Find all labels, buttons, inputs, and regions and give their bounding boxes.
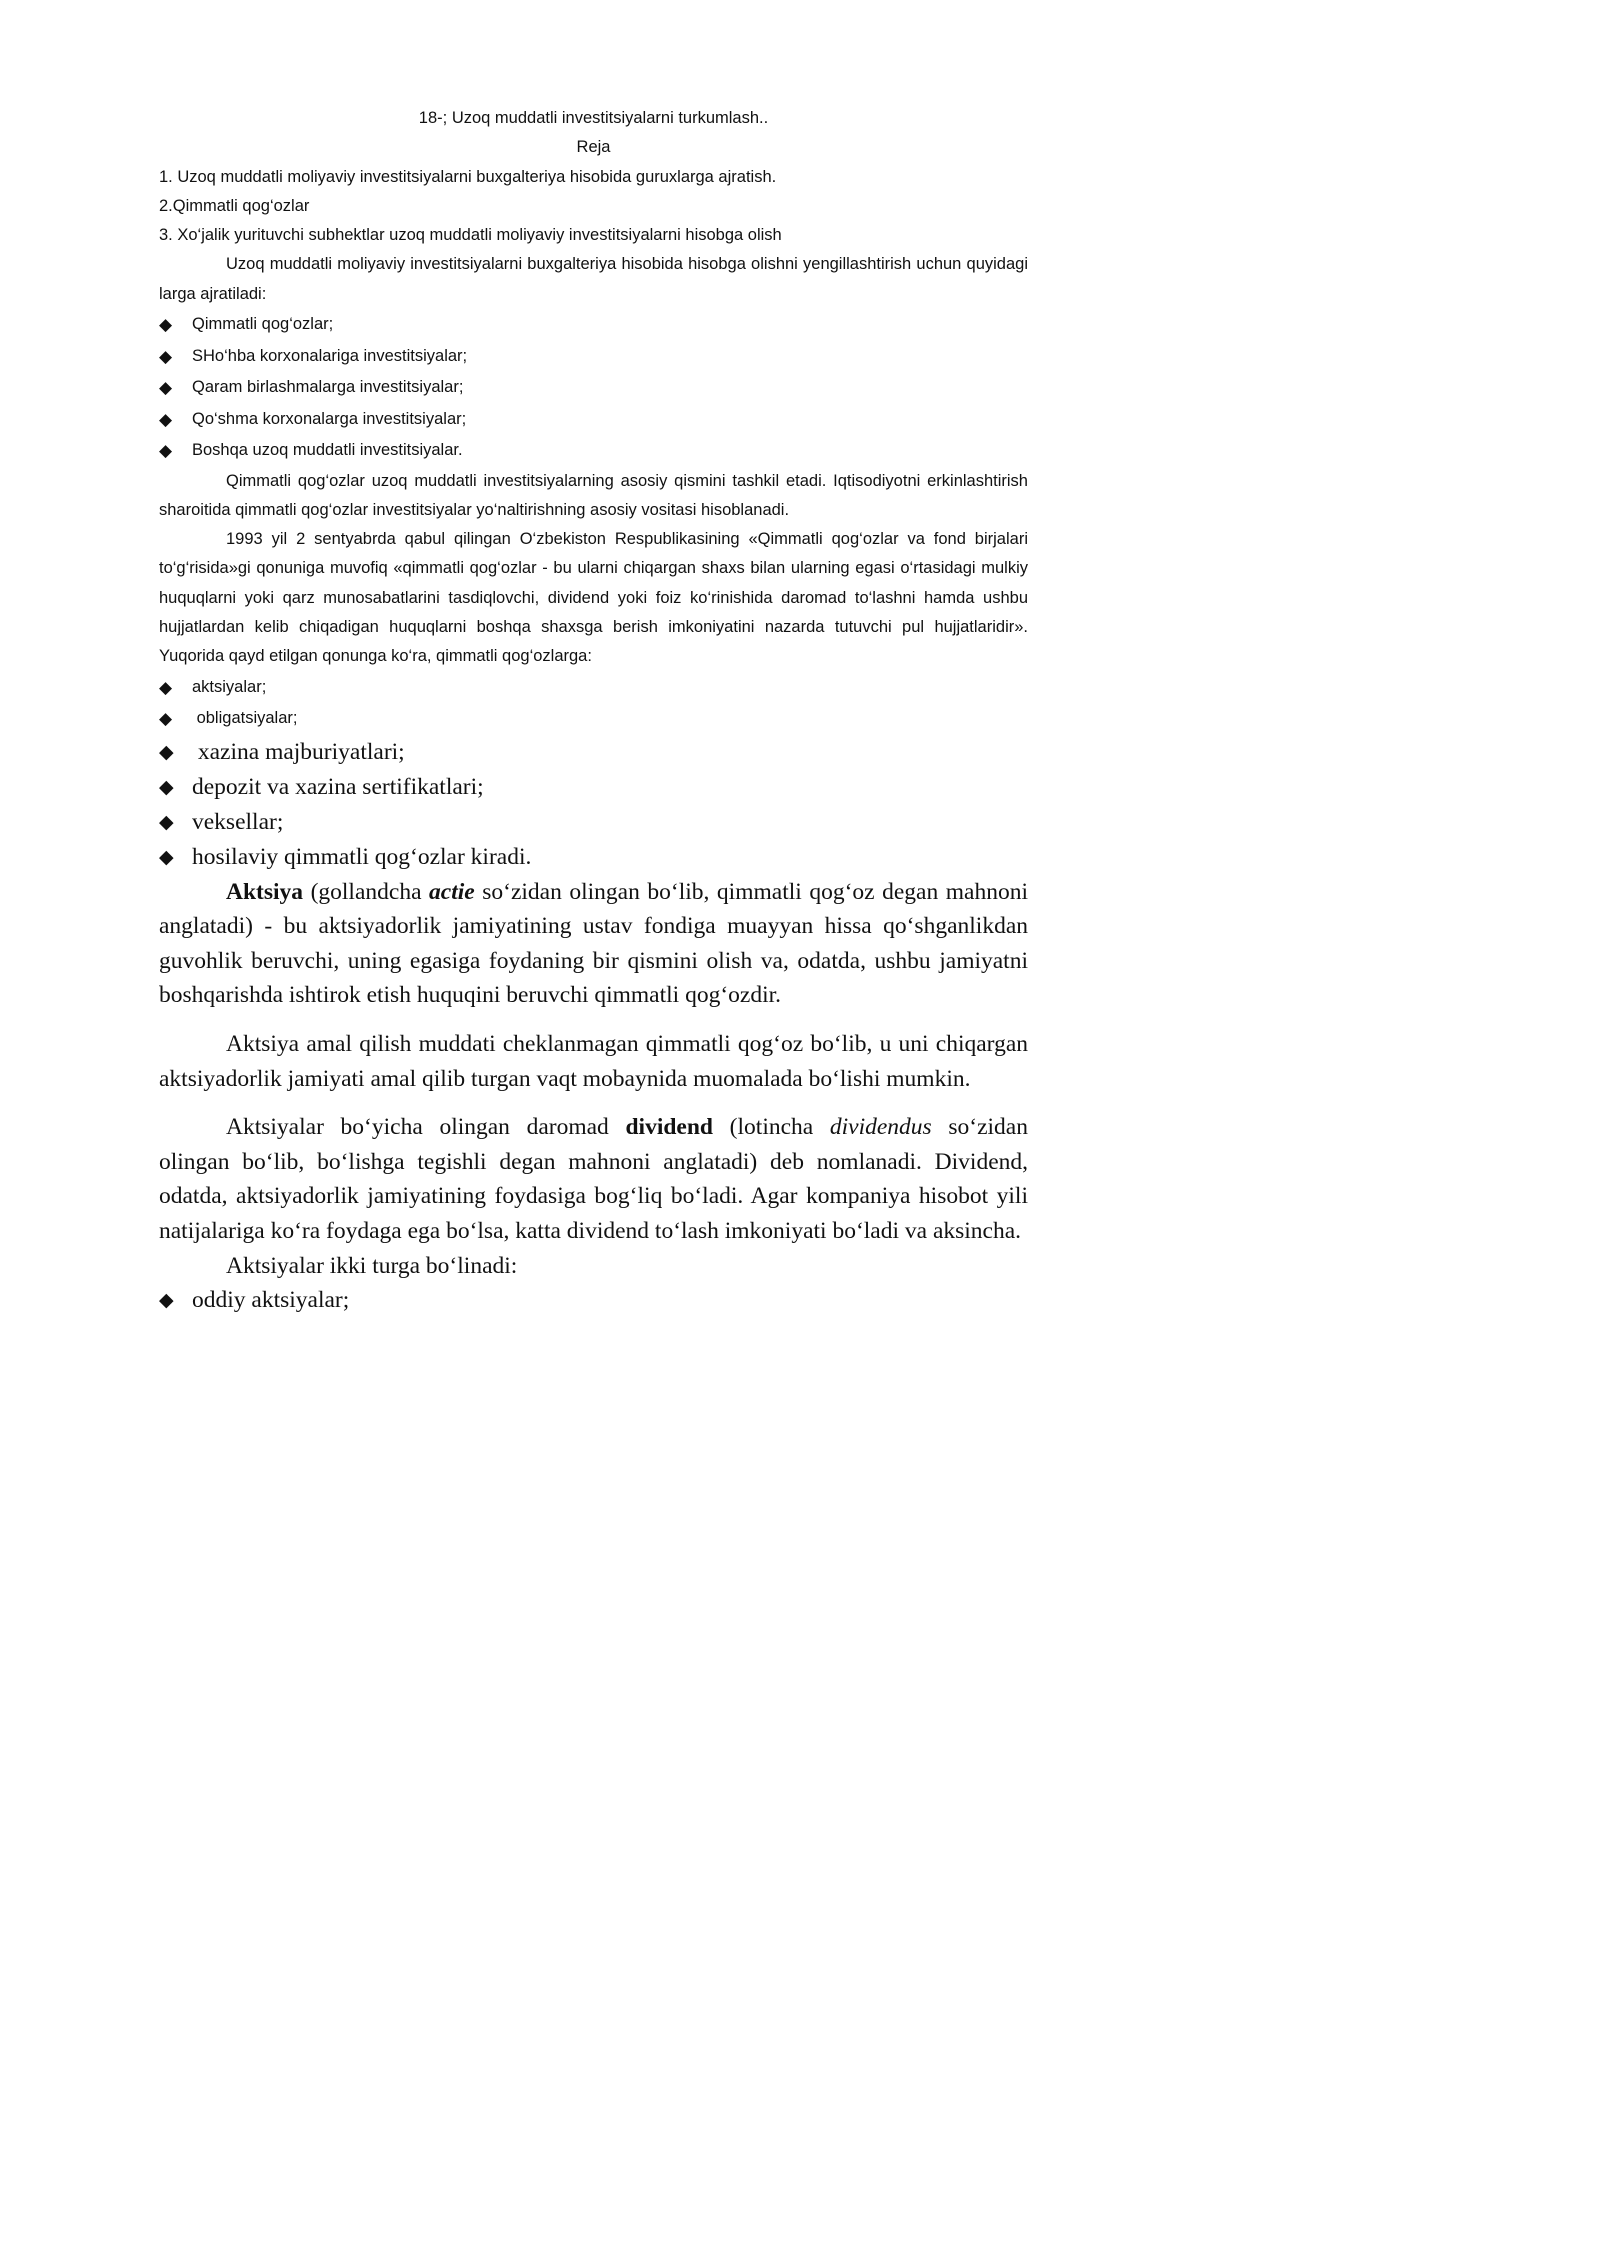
diamond-bullet-icon: ◆ (159, 811, 174, 833)
list-item (159, 805, 1028, 840)
diamond-bullet-icon: ◆ (159, 409, 173, 429)
aktsiya-text-pre: (gollandcha (303, 878, 430, 905)
list-item (159, 703, 1028, 735)
diamond-bullet-icon: ◆ (159, 315, 173, 335)
list-item (159, 735, 1028, 770)
diamond-bullet-icon: ◆ (159, 677, 173, 697)
list-item-text: Qaram birlashmalarga investitsiyalar; (192, 378, 464, 397)
list-item (159, 770, 1028, 805)
diamond-bullet-icon: ◆ (159, 709, 173, 729)
dividend-text-mid: (lotincha (713, 1114, 830, 1141)
list-item-text: Boshqa uzoq muddatli investitsiyalar. (192, 441, 463, 460)
diamond-bullet-icon: ◆ (159, 846, 174, 868)
law-paragraph: 1993 yil 2 sentyabrda qabul qilingan O‘zbekiston Respublikasining «Qimmatli qog‘ozlar va fond birjalari to‘g‘risida»gi qonuniga muvofiq «qimmatli qog‘ozlar - bu ularni chiqargan shaxs bilan ularning egasi o‘rtasidagi mulkiy huquqlarni yoki qarz munosabatlarini tasdiqlovchi, dividend yoki foiz ko‘rinishida daromad to‘lashni hamda ushbu hujjatlardan kelib chiqadigan huquqlarni boshqa shaxsga berish imkoniyatini nazarda tutuvchi pul hujjatlaridir». Yuqorida qayd etilgan qonunga ko‘ra, qimmatli qog‘ozlarga: (159, 530, 1028, 666)
aktsiya-term: Aktsiya (226, 878, 304, 905)
intro-paragraph: Uzoq muddatli moliyaviy investitsiyalarni buxgalteriya hisobida hisobga olishni yengillashtirish uchun quyidagi larga ajratiladi: (159, 255, 1028, 303)
list-item-text: xazina majburiyatlari; (192, 738, 405, 765)
list-item-text: veksellar; (192, 808, 284, 835)
investment-groups-list (159, 309, 1028, 467)
list-item-text: aktsiyalar; (192, 677, 267, 696)
list-item-text: oddiy aktsiyalar; (192, 1287, 350, 1314)
list-item (159, 1283, 1028, 1318)
diamond-bullet-icon: ◆ (159, 378, 173, 398)
diamond-bullet-icon: ◆ (159, 741, 174, 763)
document-title: 18-; Uzoq muddatli investitsiyalarni turkumlash.. (418, 109, 769, 127)
diamond-bullet-icon: ◆ (159, 441, 173, 461)
securities-list-small (159, 672, 1028, 735)
dividend-term: dividend (625, 1114, 714, 1141)
list-item (159, 435, 1028, 467)
dividend-paragraph (159, 1110, 1028, 1248)
dividend-origin-word: dividendus (829, 1114, 932, 1141)
aktsiya-term-paragraph: Aktsiya amal qilish muddati cheklanmagan qimmatli qog‘oz bo‘lib, u uni chiqargan aktsiyadorlik jamiyati amal qilib turgan vaqt mobaynida muomalada bo‘lishi mumkin. (159, 1031, 1028, 1092)
list-item (159, 309, 1028, 341)
aktsiya-definition-paragraph (159, 875, 1028, 1013)
list-item-text: SHo‘hba korxonalariga investitsiyalar; (192, 346, 468, 365)
dividend-text-pre: Aktsiyalar bo‘yicha olingan daromad (226, 1114, 626, 1141)
plan-heading: Reja (576, 138, 611, 157)
securities-paragraph: Qimmatli qog‘ozlar uzoq muddatli investitsiyalarning asosiy qismini tashkil etadi. Iqtisodiyotni erkinlashtirish sharoitida qimmatli qog‘ozlar investitsiyalar yo‘naltirishning asosiy vositasi hisoblanadi. (159, 471, 1028, 519)
aktsiya-text-rest: so‘zidan olingan bo‘lib, qimmatli qog‘oz degan mahnoni anglatadi) - bu aktsiyadorlik jamiyatining ustav fondiga muayyan hissa qo‘shganlikdan guvohlik beruvchi, uning egasiga foydaning bir qismini olish va, odatda, ushbu jamiyatni boshqarishda ishtirok etish huquqini beruvchi qimmatli qog‘ozdir. (159, 878, 1028, 1009)
diamond-bullet-icon: ◆ (159, 346, 173, 366)
aktsiya-types-intro: Aktsiyalar ikki turga bo‘linadi: (226, 1252, 518, 1279)
paragraph-gap (159, 1013, 1028, 1027)
securities-list-large (159, 735, 1028, 875)
list-item-text: obligatsiyalar; (192, 709, 298, 728)
paragraph-gap (159, 1096, 1028, 1110)
list-item (159, 672, 1028, 704)
list-item (159, 840, 1028, 875)
list-item-text: hosilaviy qimmatli qog‘ozlar kiradi. (192, 843, 532, 870)
aktsiya-origin-word: actie (429, 878, 475, 905)
plan-item-3: 3. Xo‘jalik yurituvchi subhektlar uzoq muddatli moliyaviy investitsiyalarni hisobga olish (159, 226, 782, 245)
plan-item-2: 2.Qimmatli qog‘ozlar (159, 196, 310, 215)
list-item (159, 404, 1028, 436)
dividend-text-rest: so‘zidan olingan bo‘lib, bo‘lishga tegishli degan mahnoni anglatadi) deb nomlanadi. Dividend, odatda, aktsiyadorlik jamiyatining foydasiga bog‘liq bo‘ladi. Agar kompaniya hisobot yili natijalariga ko‘ra foydaga ega bo‘lsa, katta dividend to‘lash imkoniyati bo‘ladi va aksincha. (159, 1114, 1028, 1244)
list-item-text: Qo‘shma korxonalarga investitsiyalar; (192, 409, 467, 428)
aktsiya-types-list (159, 1283, 1028, 1318)
list-item (159, 372, 1028, 404)
document-page (159, 104, 1028, 1318)
list-item-text: Qimmatli qog‘ozlar; (192, 315, 334, 334)
list-item (159, 341, 1028, 373)
diamond-bullet-icon: ◆ (159, 776, 174, 798)
plan-item-1: 1. Uzoq muddatli moliyaviy investitsiyalarni buxgalteriya hisobida guruxlarga ajratish. (159, 167, 777, 186)
diamond-bullet-icon: ◆ (159, 1290, 174, 1312)
list-item-text: depozit va xazina sertifikatlari; (192, 773, 484, 800)
